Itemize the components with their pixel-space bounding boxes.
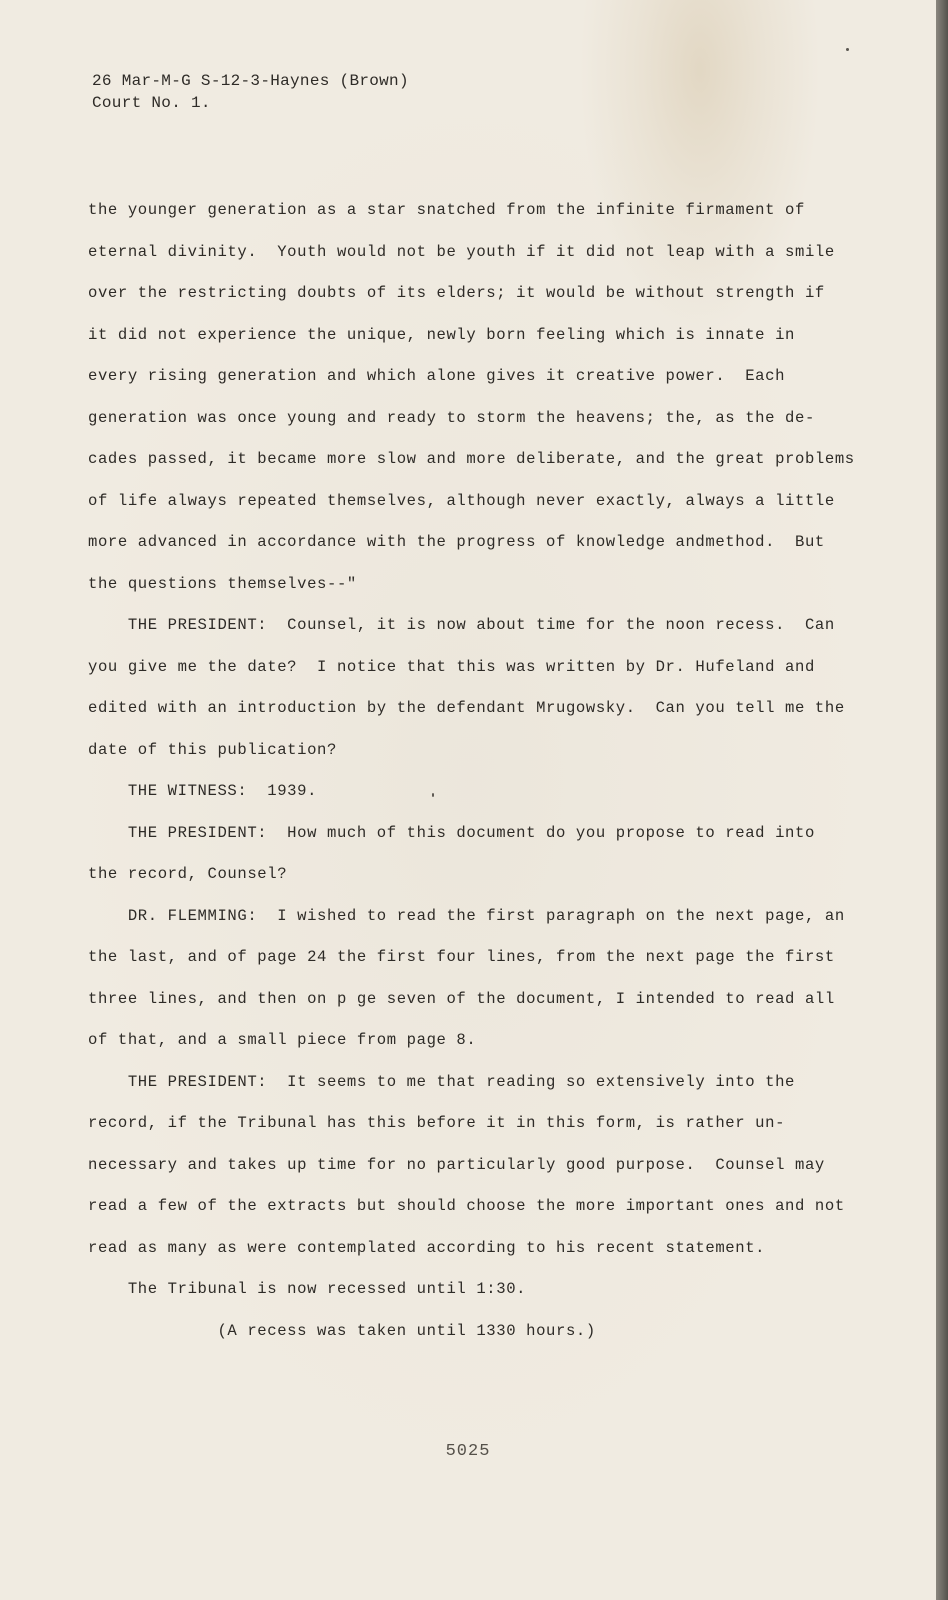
text-line: record, if the Tribunal has this before it in this form, is rather un- xyxy=(88,1114,786,1132)
text-line: every rising generation and which alone gives it creative power. Each xyxy=(88,367,786,385)
transcript-body xyxy=(88,190,868,1352)
text-line: it did not experience the unique, newly born feeling which is innate in xyxy=(88,325,796,344)
text-line: you give me the date? I notice that this was written by Dr. Hufeland and xyxy=(88,657,815,676)
text-line: read as many as were contemplated according to his recent statement. xyxy=(88,1238,766,1257)
header-docket-line: 26 Mar-M-G S-12-3-Haynes (Brown) xyxy=(92,72,409,90)
text-line: eternal divinity. Youth would not be youth if it did not leap with a smile xyxy=(88,242,835,261)
text-line: the last, and of page 24 the first four lines, from the next page the first xyxy=(88,948,835,966)
speaker-line-counsel: DR. FLEMMING: I wished to read the first paragraph on the next page, an xyxy=(88,906,845,925)
page-edge-shadow xyxy=(936,0,948,1600)
speaker-line-president: THE PRESIDENT: Counsel, it is now about time for the noon recess. Can xyxy=(88,616,835,634)
text-line: cades passed, it became more slow and more deliberate, and the great problems xyxy=(88,450,855,468)
header-court-line: Court No. 1. xyxy=(92,94,211,112)
text-line: The Tribunal is now recessed until 1:30. xyxy=(88,1280,527,1298)
text-line: more advanced in accordance with the progress of knowledge andmethod. But xyxy=(88,533,825,551)
speaker-line-president: THE PRESIDENT: It seems to me that reading so extensively into the xyxy=(88,1072,796,1091)
text-line: over the restricting doubts of its elders; it would be without strength if xyxy=(88,284,825,302)
paper-speck xyxy=(432,793,434,797)
page-number: 5025 xyxy=(445,1442,491,1461)
text-line: necessary and takes up time for no particularly good purpose. Counsel may xyxy=(88,1155,825,1174)
text-line: three lines, and then on p ge seven of the document, I intended to read all xyxy=(88,989,835,1008)
text-line: the questions themselves--" xyxy=(88,574,357,593)
text-line: of that, and a small piece from page 8. xyxy=(88,1031,477,1049)
speaker-line-president: THE PRESIDENT: How much of this document do you propose to read into xyxy=(88,823,815,842)
recess-note: (A recess was taken until 1330 hours.) xyxy=(88,1321,596,1340)
text-line: read a few of the extracts but should choose the more important ones and not xyxy=(88,1197,845,1215)
text-line: date of this publication? xyxy=(88,740,337,759)
page-header xyxy=(92,70,409,114)
text-line: of life always repeated themselves, although never exactly, always a little xyxy=(88,491,835,510)
speaker-line-witness: THE WITNESS: 1939. xyxy=(88,782,318,800)
text-line: the record, Counsel? xyxy=(88,865,288,883)
text-line: edited with an introduction by the defendant Mrugowsky. Can you tell me the xyxy=(88,699,845,717)
text-line: the younger generation as a star snatched from the infinite firmament of xyxy=(88,201,805,219)
paper-speck xyxy=(846,48,849,51)
text-line: generation was once young and ready to storm the heavens; the, as the de- xyxy=(88,408,815,427)
